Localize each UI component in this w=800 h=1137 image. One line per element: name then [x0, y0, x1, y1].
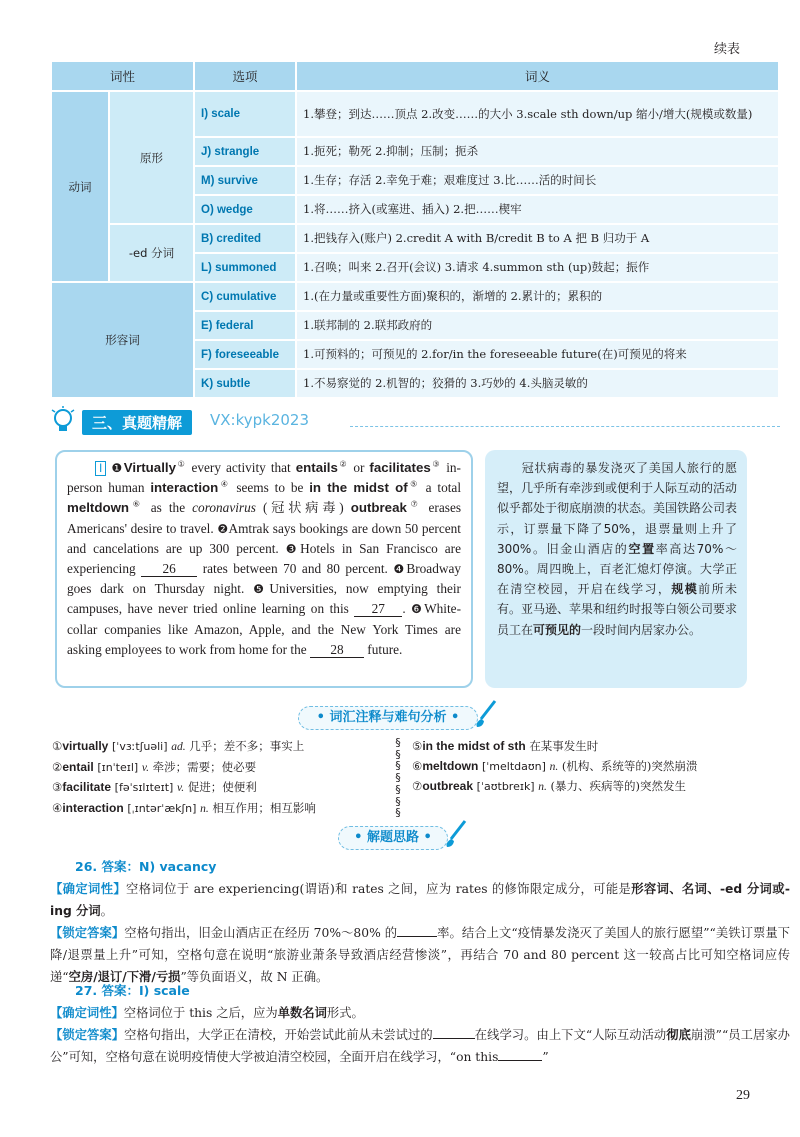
header-pos: 词性 [51, 61, 194, 91]
analysis-para: 【确定词性】空格词位于 are experiencing(谓语)和 rates 之间，应为 rates 的修饰限定成分，可能是形容词、名词、-ed 分词或-ing 分词。 [50, 882, 790, 918]
passage-text: . [402, 601, 412, 617]
blank-26: 26 [141, 561, 197, 577]
option-cell: F) foreseeable [194, 340, 296, 369]
sub-base: 原形 [109, 91, 194, 224]
note-item: ①virtually [ˈvɜːtʃuəli] ad. 几乎；差不多；事实上 [52, 739, 305, 753]
section-heading [50, 408, 780, 434]
passage-tag: I [95, 461, 106, 476]
meaning-cell: 1.把钱存入(账户) 2.credit A with B/credit B to A 把 B 归功于 A [296, 224, 779, 253]
analysis-27 [50, 980, 790, 1068]
translation-text: 一段时间内居家办公。 [581, 622, 702, 637]
translation-box [485, 450, 747, 688]
notes-separator: § § § § § § § [395, 736, 401, 820]
passage-text: in-person human [67, 460, 461, 496]
option-cell: C) cumulative [194, 282, 296, 311]
translation-text: 前所未有。亚马逊、苹果和纽约时报等白领公司要求员工在 [497, 582, 738, 637]
meaning-cell: 1.攀登；到达……顶点 2.改变……的大小 3.scale sth down/up 缩小/增大(规模或数量) [296, 91, 779, 137]
passage-text: White-collar companies like Amazon, Apple, and the New York Times are asking employees to work from home for the [67, 601, 461, 657]
blank-27: 27 [354, 601, 402, 617]
note-item: ⑦outbreak [ˈaʊtbreɪk] n. (暴力、疾病等的)突然发生 [412, 779, 687, 794]
word-entails: entails [295, 460, 338, 475]
word-interaction: interaction [150, 480, 219, 496]
passage-box: I ❶Virtually① every activity that entails② or facilitates③ in-person human interaction④ seems to be in the midst of⑤ a total meltdown⑥ as the coronavirus (冠状病毒) outbreak⑦ erases Americans' desire to travel. ❷Amtrak says bookings are down 50 percent and cancelations are up 300 percent. ❸Hotels in San Francisco are experiencing 26 rates between 70 and 80 percent. ❹Broadway goes dark on Thursday night. ❺Universities, now emptying their campuses, have never tried online learning on this 27 . ❻White-collar companies like Amazon, Apple, and the New York Times are asking employees to work from home for the 28 future. [55, 450, 473, 688]
option-cell: I) scale [194, 91, 296, 137]
brush-icon [473, 699, 499, 729]
notes-right [412, 737, 782, 798]
watermark: VX:kypk2023 [210, 411, 310, 429]
meaning-cell: 1.扼死；勒死 2.抑制；压制；扼杀 [296, 137, 779, 166]
passage-text: seems to be [230, 480, 310, 496]
translation-text: 率高达70%～80%。周四晚上，百老汇熄灯停演。大学正在清空校园，开启在线学习， [497, 541, 737, 597]
cat-verb: 动词 [51, 91, 109, 282]
analysis-26 [50, 856, 790, 988]
passage-text: (冠状病毒) [255, 500, 351, 516]
blank-28: 28 [310, 642, 364, 658]
analysis-para: 【锁定答案】空格句指出，大学正在清校，开始尝试此前从未尝试过的 在线学习。由上下文“人际互动活动彻底崩溃”“员工居家办公”可知，空格句意在说明疫情使大学被迫清空校园，全面开启在线学习，“on this ” [50, 1024, 790, 1068]
answer-26: 26. 答案：N) vacancy [75, 859, 217, 874]
lightbulb-icon [50, 406, 76, 436]
note-item: ⑤in the midst of sth 在某事发生时 [412, 739, 599, 753]
word-in-the-midst-of: in the midst of [309, 480, 408, 496]
word-virtually: Virtually [123, 460, 176, 475]
section-title: 三、真题精解 [82, 410, 192, 435]
word-coronavirus: coronavirus [192, 500, 256, 516]
passage-text: Broadway goes dark on Thursday night. [67, 561, 461, 597]
option-cell: K) subtle [194, 369, 296, 398]
option-cell: J) strangle [194, 137, 296, 166]
page-number: 29 [736, 1088, 750, 1103]
notes-left [52, 737, 392, 820]
passage-text: Universities, now emptying their campuses, have never tried online learning on this [67, 581, 461, 617]
passage-text: Amtrak says bookings are down 50 percent and cancelations are up 300 percent. [67, 520, 461, 556]
meaning-cell: 1.生存；存活 2.幸免于难；艰难度过 3.比……活的时间长 [296, 166, 779, 195]
passage-text: as the [143, 500, 193, 516]
translation-emphasis: 可预见的 [533, 622, 582, 637]
vocabulary-table [50, 60, 780, 399]
vocab-banner-label: • 词汇注释与难句分析 • [316, 710, 460, 725]
meaning-cell: 1.将……挤入(或塞进、插入) 2.把……楔牢 [296, 195, 779, 224]
option-cell: O) wedge [194, 195, 296, 224]
translation-text: 冠状病毒的暴发浇灭了美国人旅行的愿望，几乎所有牵涉到或便利于人际互动的活动似乎都处于彻底崩溃的状态。美国铁路公司表示，订票量下降了50%，退票量则上升了300%。旧金山酒店的 [497, 461, 738, 556]
meaning-cell: 1.联邦制的 2.联邦政府的 [296, 311, 779, 340]
passage-text: erases Americans' desire to travel. [67, 500, 462, 536]
header-meaning: 词义 [296, 61, 779, 91]
passage-text: every activity that [186, 460, 296, 475]
cat-adj: 形容词 [51, 282, 194, 398]
header-option: 选项 [194, 61, 296, 91]
translation-emphasis: 规模 [671, 582, 699, 597]
solve-banner-label: • 解题思路 • [354, 830, 432, 845]
passage-text: a total [419, 480, 462, 496]
vocab-banner [298, 706, 478, 730]
meaning-cell: 1.可预料的；可预见的 2.for/in the foreseeable future(在)可预见的将来 [296, 340, 779, 369]
note-item: ③facilitate [fəˈsɪlɪteɪt] v. 促进；使便利 [52, 780, 257, 795]
passage-text: Hotels in San Francisco are experiencing [67, 540, 461, 577]
meaning-cell: 1.不易察觉的 2.机智的；狡猾的 3.巧妙的 4.头脑灵敏的 [296, 369, 779, 398]
option-cell: E) federal [194, 311, 296, 340]
analysis-para: 【确定词性】空格词位于 this 之后，应为单数名词形式。 [50, 1006, 364, 1020]
meaning-cell: 1.(在力量或重要性方面)聚积的，渐增的 2.累计的；累积的 [296, 282, 779, 311]
passage-text: future. [363, 641, 403, 657]
passage-text: or [348, 460, 370, 475]
word-meltdown: meltdown [67, 500, 130, 516]
passage-text: rates between 70 and 80 percent. [197, 561, 394, 577]
brush-icon [443, 819, 469, 849]
continued-label: 续表 [713, 42, 740, 57]
translation-emphasis: 空置 [628, 541, 656, 556]
solve-banner [338, 826, 448, 850]
note-item: ④interaction [ˌɪntərˈækʃn] n. 相互作用；相互影响 [52, 801, 316, 816]
divider [350, 426, 780, 427]
answer-27: 27. 答案：I) scale [75, 983, 190, 998]
note-item: ②entail [ɪnˈteɪl] v. 牵涉；需要；使必要 [52, 759, 257, 774]
option-cell: M) survive [194, 166, 296, 195]
analysis-para: 【锁定答案】空格句指出，旧金山酒店正在经历 70%～80% 的 率。结合上文“疫情暴发浇灭了美国人的旅行愿望”“美铁订票量下降/退票量上升”可知，空格句意在说明“旅游业萧条导致酒店经营惨淡”，再结合 70 and 80 percent 这一较高占比可知空格词应传递“空房/退订/下滑/亏损”等负面语义，故 N 正确。 [50, 922, 790, 988]
sub-ed: -ed 分词 [109, 224, 194, 282]
option-cell: B) credited [194, 224, 296, 253]
note-item: ⑥meltdown [ˈmeltdaʊn] n. (机构、系统等的)突然崩溃 [412, 758, 698, 773]
word-outbreak: outbreak [350, 500, 407, 516]
word-facilitates: facilitates [369, 460, 431, 475]
option-cell: L) summoned [194, 253, 296, 282]
meaning-cell: 1.召唤；叫来 2.召开(会议) 3.请求 4.summon sth (up)鼓起；振作 [296, 253, 779, 282]
